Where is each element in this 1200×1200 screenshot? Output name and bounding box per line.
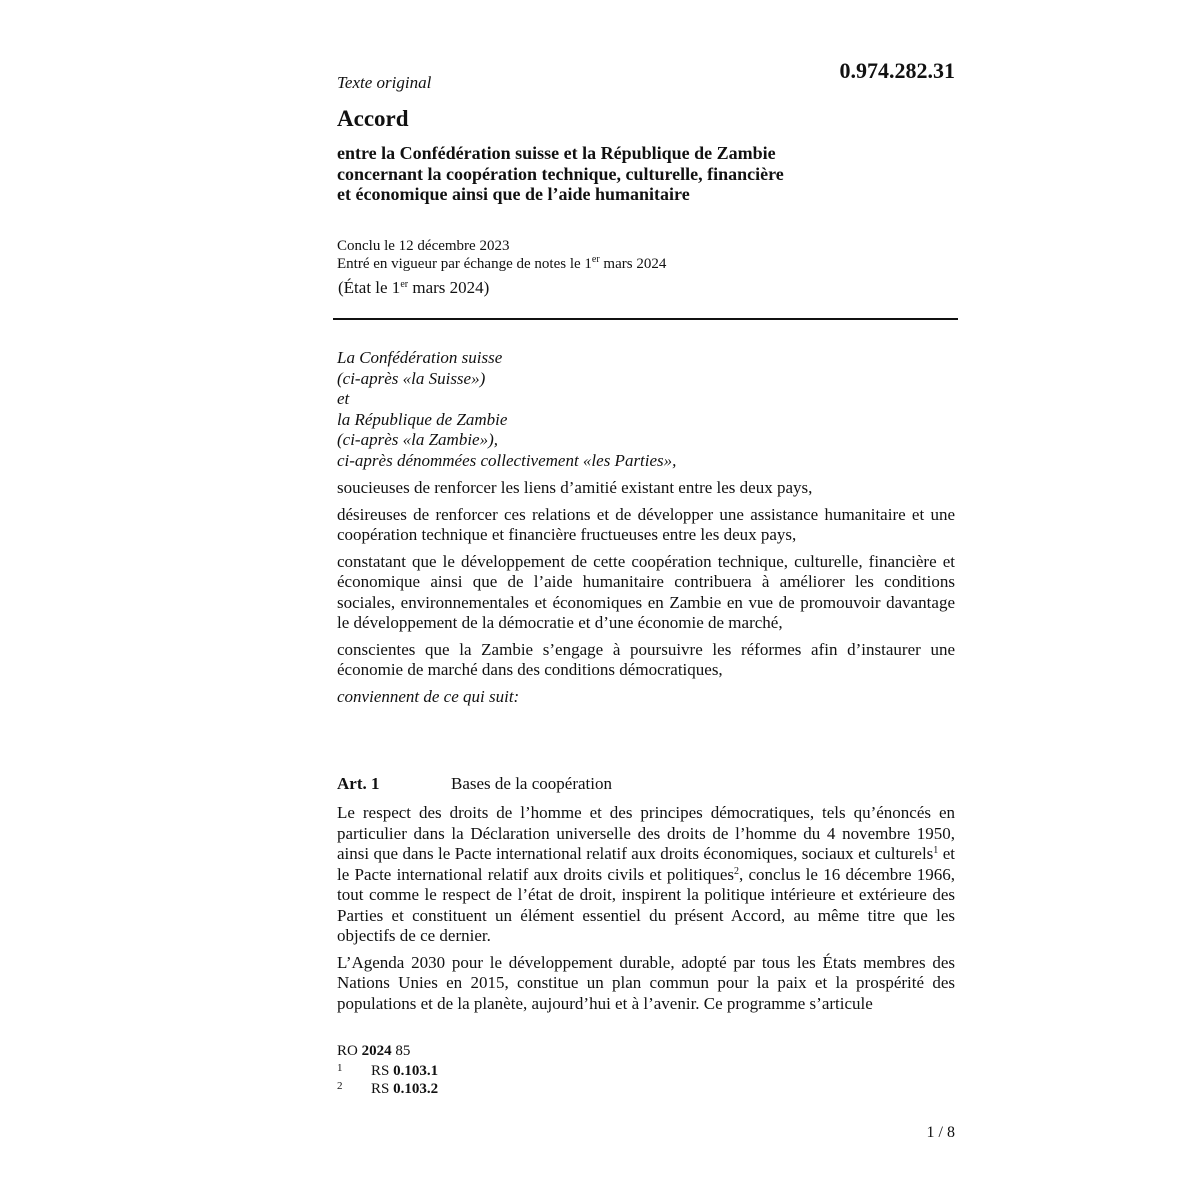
header-divider (333, 318, 958, 320)
footnote-ref-link[interactable]: 0.103.1 (393, 1063, 439, 1079)
sr-number: 0.974.282.31 (839, 58, 955, 83)
ro-reference (337, 1043, 410, 1060)
preamble-paragraph: désireuses de renforcer ces relations et de développer une assistance humanitaire et une coopération technique et financière fructueuses entre les deux pays, (337, 504, 955, 544)
footnote (337, 1062, 438, 1080)
ordinal-suffix: er (591, 253, 600, 265)
preamble (337, 478, 955, 713)
party-line: la République de Zambie (337, 409, 508, 429)
article-paragraph: L’Agenda 2030 pour le développement durable, adopté par tous les États membres des Nations Unies en 2015, constitue un plan commun pour la paix et la prospérité des populations et de la planète, aujourd’hui et à l’avenir. Ce programme s’articule (337, 952, 955, 1013)
ro-page: 85 (391, 1043, 411, 1059)
state-date-text: (État le 1 (338, 278, 401, 297)
ordinal-suffix: er (400, 279, 409, 290)
article-paragraph (337, 803, 955, 947)
footnote-prefix: RS (371, 1081, 394, 1097)
article-heading (337, 774, 612, 794)
footnote-number: 1 (337, 1062, 343, 1074)
party-line: et (337, 389, 350, 408)
document-subtitle (337, 143, 957, 205)
ro-prefix: RO (337, 1043, 362, 1059)
footnote-prefix: RS (371, 1063, 394, 1079)
party-line: La Confédération suisse (337, 348, 503, 367)
footnote-ref-link[interactable]: 0.103.2 (393, 1081, 439, 1097)
subtitle-line: concernant la coopération technique, culturelle, financière (337, 163, 784, 184)
subtitle-line: et économique ainsi que de l’aide humanitaire (337, 184, 690, 204)
state-date (338, 278, 489, 298)
article-body (337, 803, 955, 1020)
party-line: (ci-après «la Zambie»), (337, 430, 499, 449)
article-number: Art. 1 (337, 774, 380, 793)
subtitle-line: entre la Confédération suisse et la République de Zambie (337, 143, 776, 163)
article-text: Le respect des droits de l’homme et des principes démocratiques, tels qu’énoncés en particulier dans la Déclaration universelle des droits de l’homme du 4 novembre 1950, ainsi que dans le Pacte international relatif aux droits économiques, sociaux et culturels (337, 803, 955, 863)
page-number: 1 / 8 (926, 1124, 955, 1141)
original-text-label: Texte original (337, 73, 432, 92)
entry-into-force (337, 253, 667, 274)
entry-into-force-text: Entré en vigueur par échange de notes le 1 (337, 255, 592, 272)
state-date-text: mars 2024) (408, 278, 490, 297)
document-title: Accord (337, 106, 409, 131)
conviennent-line: conviennent de ce qui suit: (337, 686, 520, 706)
footnote-reference[interactable]: 2 (734, 865, 739, 877)
concluded-date: Conclu le 12 décembre 2023 (337, 238, 510, 254)
footnote (337, 1080, 438, 1098)
entry-into-force-text: mars 2024 (599, 255, 667, 272)
preamble-paragraph: soucieuses de renforcer les liens d’amitié existant entre les deux pays, (337, 478, 813, 497)
preamble-paragraph: constatant que le développement de cette coopération technique, culturelle, financière et économique ainsi que de l’aide humanitaire contribuera à améliorer les conditions sociales, environnementales et économiques en Zambie en vue de promouvoir davantage le développement de la démocratie et d’une économie de marché, (337, 551, 955, 632)
footnote-reference[interactable]: 1 (933, 845, 939, 856)
article-title: Bases de la coopération (451, 774, 612, 793)
article-text: et le Pacte international relatif aux droits civils et politiques (337, 844, 955, 884)
party-line: ci-après dénommées collectivement «les Parties», (337, 450, 677, 470)
footnote-number: 2 (337, 1080, 343, 1092)
article-text: , conclus le 16 décembre 1966, tout comme le respect de l’état de droit, inspirent la politique intérieure et extérieure des Parties et constituent un élément essentiel du présent Accord, au même titre que les objectifs de ce dernier. (337, 864, 956, 945)
conclusion-info (337, 238, 666, 273)
ro-year: 2024 (361, 1043, 392, 1059)
parties-block (337, 348, 676, 471)
party-line: (ci-après «la Suisse») (337, 368, 486, 388)
preamble-paragraph: conscientes que la Zambie s’engage à poursuivre les réformes afin d’instaurer une économie de marché dans des conditions démocratiques, (337, 639, 955, 679)
